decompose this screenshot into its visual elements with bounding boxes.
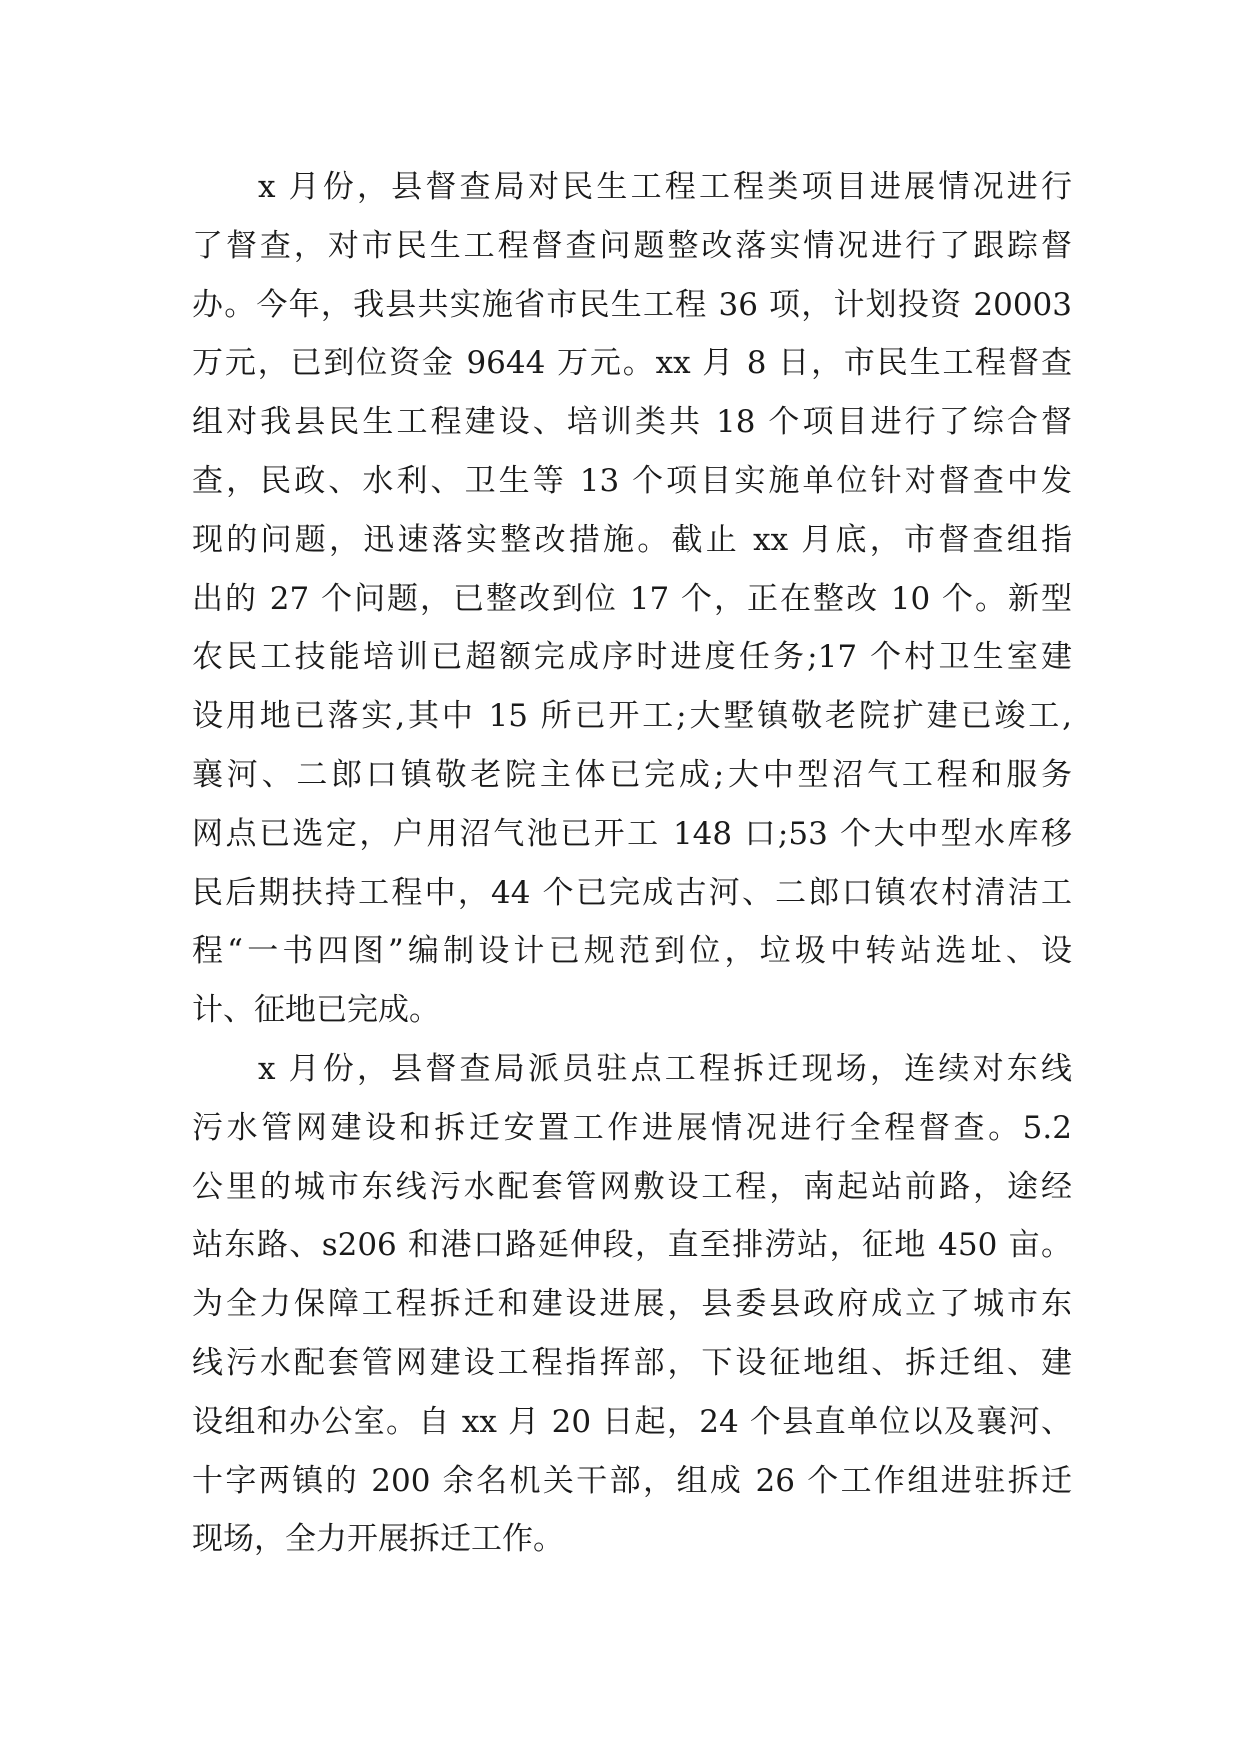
text-line: 设组和办公室。自 xx 月 20 日起，24 个县直单位以及襄河、 <box>192 1403 1072 1440</box>
text-line: 出的 27 个问题，已整改到位 17 个，正在整改 10 个。新型 <box>192 580 1072 617</box>
text-line: 十字两镇的 200 余名机关干部，组成 26 个工作组进驻拆迁 <box>192 1462 1072 1499</box>
text-line: 公里的城市东线污水配套管网敷设工程，南起站前路，途经 <box>192 1168 1072 1205</box>
text-line: 计、征地已完成。 <box>192 992 440 1029</box>
text-line: 程“一书四图”编制设计已规范到位，垃圾中转站选址、设 <box>192 933 1072 970</box>
text-line: 污水管网建设和拆迁安置工作进展情况进行全程督查。5.2 <box>192 1109 1072 1146</box>
text-line: 襄河、二郎口镇敬老院主体已完成;大中型沼气工程和服务 <box>192 756 1072 793</box>
text-line: 万元，已到位资金 9644 万元。xx 月 8 日，市民生工程督查 <box>192 345 1072 382</box>
text-line: 了督查，对市民生工程督查问题整改落实情况进行了跟踪督 <box>192 227 1072 264</box>
paragraph-1 <box>192 158 1072 1040</box>
text-line: 线污水配套管网建设工程指挥部，下设征地组、拆迁组、建 <box>192 1344 1072 1381</box>
text-line: 现的问题，迅速落实整改措施。截止 xx 月底，市督查组指 <box>192 521 1072 558</box>
text-line: 查，民政、水利、卫生等 13 个项目实施单位针对督查中发 <box>192 462 1072 499</box>
text-line: 现场，全力开展拆迁工作。 <box>192 1521 564 1558</box>
text-line: 为全力保障工程拆迁和建设进展，县委县政府成立了城市东 <box>192 1286 1072 1323</box>
text-line: 站东路、s206 和港口路延伸段，直至排涝站，征地 450 亩。 <box>192 1227 1072 1264</box>
text-line: x 月份，县督查局派员驻点工程拆迁现场，连续对东线 <box>258 1050 1072 1087</box>
paragraph-2 <box>192 1040 1072 1569</box>
text-line: 民后期扶持工程中，44 个已完成古河、二郎口镇农村清洁工 <box>192 874 1072 911</box>
text-line: 设用地已落实,其中 15 所已开工;大墅镇敬老院扩建已竣工, <box>192 698 1072 735</box>
text-line: x 月份，县督查局对民生工程工程类项目进展情况进行 <box>258 169 1072 205</box>
text-line: 办。今年，我县共实施省市民生工程 36 项，计划投资 20003 <box>192 286 1072 323</box>
text-line: 农民工技能培训已超额完成序时进度任务;17 个村卫生室建 <box>192 639 1072 676</box>
text-line: 网点已选定，户用沼气池已开工 148 口;53 个大中型水库移 <box>192 815 1072 852</box>
text-line: 组对我县民生工程建设、培训类共 18 个项目进行了综合督 <box>192 404 1072 441</box>
document-body <box>192 158 1072 1569</box>
